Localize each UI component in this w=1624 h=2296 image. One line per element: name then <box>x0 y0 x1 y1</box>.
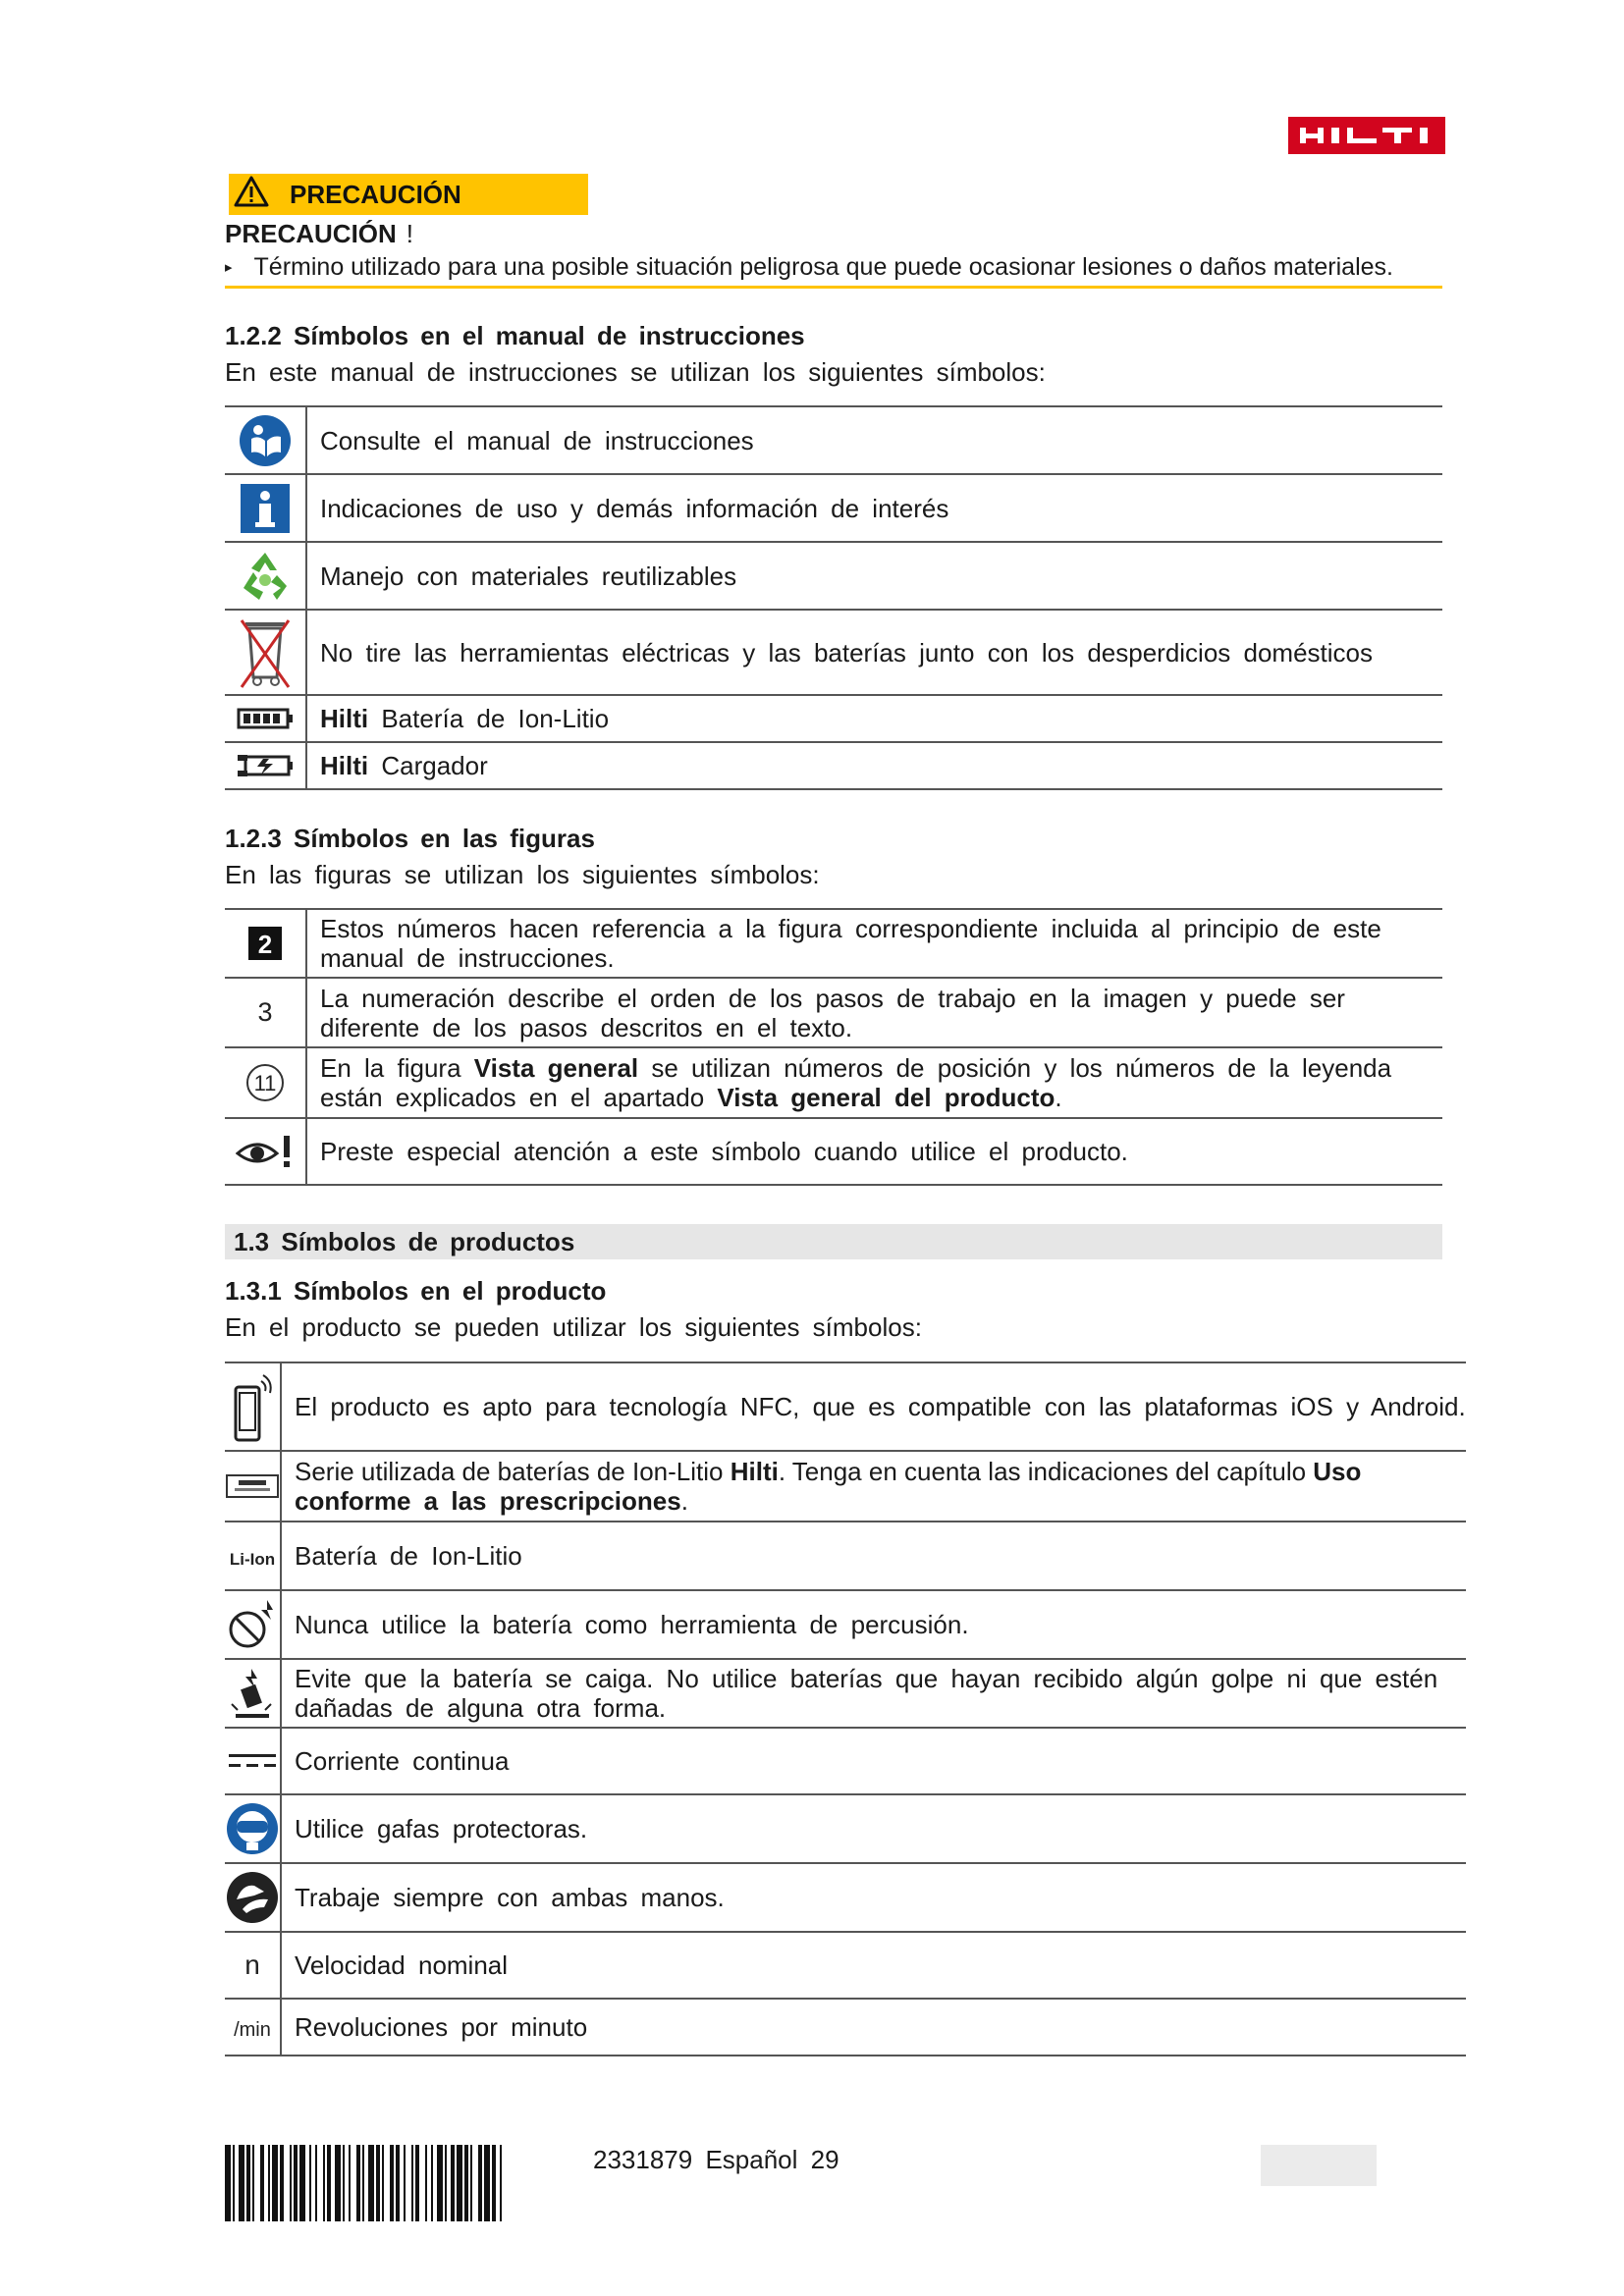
drop-battery-icon <box>225 1659 281 1728</box>
barcode-bar <box>451 2145 455 2221</box>
symbol-description: No tire las herramientas eléctricas y las baterías junto con los desperdicios domésticos <box>320 637 1374 667</box>
table-row <box>225 542 1442 610</box>
position-number-label: 11 <box>253 1071 277 1095</box>
barcode-bar <box>478 2145 482 2221</box>
barcode-bar <box>411 2145 413 2221</box>
figure-symbols-table <box>225 908 1442 1186</box>
barcode-bar <box>376 2145 380 2221</box>
hilti-logo <box>1288 117 1445 154</box>
barcode-bar <box>225 2145 231 2221</box>
barcode-bar <box>299 2145 305 2221</box>
barcode-bar <box>239 2145 244 2221</box>
barcode-bar <box>445 2145 447 2221</box>
barcode-bar <box>425 2145 427 2221</box>
crossed-bin-icon <box>225 610 306 695</box>
barcode-bar <box>323 2145 325 2221</box>
position-number-icon <box>225 1047 306 1118</box>
barcode-bar <box>484 2145 490 2221</box>
symbol-description: Hilti Cargador <box>320 751 488 780</box>
table-row <box>225 610 1442 695</box>
table-row <box>225 978 1442 1047</box>
barcode-bar <box>390 2145 394 2221</box>
info-icon <box>225 474 306 542</box>
table-row <box>225 742 1442 789</box>
footer-box <box>1261 2145 1377 2186</box>
no-hammer-icon <box>225 1590 281 1659</box>
rpm-label: /min <box>234 2018 271 2041</box>
two-hands-icon <box>225 1863 281 1932</box>
safety-goggles-icon <box>225 1794 281 1863</box>
table-row <box>225 1863 1466 1932</box>
table-row <box>225 1794 1466 1863</box>
table-row <box>225 1728 1466 1794</box>
bullet-icon: ▸ <box>225 259 233 276</box>
symbol-description: Batería de Ion-Litio <box>295 1541 522 1571</box>
table-row <box>225 909 1442 978</box>
table-row <box>225 406 1442 474</box>
section-1-2-2-title: 1.2.2 Símbolos en el manual de instrucciones <box>225 321 805 350</box>
step-number-icon <box>225 978 306 1047</box>
table-row <box>225 1999 1466 2056</box>
barcode-bar <box>470 2145 472 2221</box>
section-1-2-3-intro: En las figuras se utilizan los siguientes símbolos: <box>225 860 820 889</box>
caution-banner <box>229 174 588 215</box>
table-row <box>225 1047 1442 1118</box>
caution-banner-label: PRECAUCIÓN <box>290 179 461 209</box>
barcode-bar <box>437 2145 443 2221</box>
barcode-bar <box>260 2145 264 2221</box>
rpm-icon <box>225 1999 281 2056</box>
section-1-3-title: 1.3 Símbolos de productos <box>234 1227 575 1256</box>
nfc-phone-icon <box>225 1362 281 1451</box>
step-number-label: 3 <box>257 997 273 1027</box>
barcode-bar <box>252 2145 254 2221</box>
nominal-speed-label: n <box>244 1949 260 1980</box>
symbol-description: Nunca utilice la batería como herramienta de percusión. <box>295 1610 969 1639</box>
barcode-bar <box>396 2145 400 2221</box>
barcode-bar <box>290 2145 292 2221</box>
caution-text: ▸ Término utilizado para una posible situación peligrosa que puede ocasionar lesiones o daños materiales. <box>225 253 1393 281</box>
symbol-description: Consulte el manual de instrucciones <box>320 425 754 455</box>
table-row <box>225 474 1442 542</box>
symbol-description: Manejo con materiales reutilizables <box>320 561 737 591</box>
li-ion-label: Li-Ion <box>229 1549 276 1569</box>
barcode-bar <box>343 2145 345 2221</box>
barcode-bar <box>309 2145 311 2221</box>
table-row <box>225 1118 1442 1185</box>
barcode-bar <box>246 2145 250 2221</box>
barcode-bar <box>464 2145 468 2221</box>
table-row <box>225 1659 1466 1728</box>
barcode-bar <box>492 2145 496 2221</box>
barcode-bar <box>457 2145 462 2221</box>
barcode-bar <box>368 2145 374 2221</box>
barcode-bar <box>362 2145 364 2221</box>
barcode-bar <box>233 2145 235 2221</box>
symbol-description: Preste especial atención a este símbolo cuando utilice el producto. <box>320 1137 1128 1166</box>
figure-number-label: 2 <box>257 930 273 959</box>
charger-icon <box>225 742 306 789</box>
direct-current-icon <box>225 1728 281 1794</box>
section-1-3-1-intro: En el producto se pueden utilizar los siguientes símbolos: <box>225 1312 922 1342</box>
warning-triangle-icon <box>233 175 270 215</box>
symbol-description: En la figura Vista general se utilizan números de posición y los números de la leyenda están explicados en el apartado Vista general del producto. <box>320 1053 1392 1112</box>
table-row <box>225 1451 1466 1522</box>
table-row <box>225 1590 1466 1659</box>
symbol-description: La numeración describe el orden de los pasos de trabajo en la imagen y puede ser diferente de los pasos descritos en el texto. <box>320 983 1345 1042</box>
barcode-bar <box>415 2145 419 2221</box>
page-footer-text: 2331879 Español 29 <box>593 2145 839 2174</box>
symbol-description: Indicaciones de uso y demás información de interés <box>320 493 949 523</box>
section-1-3-1-title: 1.3.1 Símbolos en el producto <box>225 1276 607 1306</box>
barcode-bar <box>382 2145 384 2221</box>
recycle-icon <box>225 542 306 610</box>
table-row <box>225 695 1442 742</box>
product-symbols-table <box>225 1362 1466 2056</box>
barcode-bar <box>268 2145 270 2221</box>
symbol-description: Revoluciones por minuto <box>295 2012 588 2042</box>
table-row <box>225 1362 1466 1451</box>
barcode-bar <box>327 2145 331 2221</box>
symbol-description: Utilice gafas protectoras. <box>295 1814 588 1843</box>
symbol-description: Velocidad nominal <box>295 1950 509 1980</box>
caution-divider <box>225 286 1442 289</box>
barcode-bar <box>335 2145 341 2221</box>
symbol-description: Trabaje siempre con ambas manos. <box>295 1883 725 1912</box>
barcode-bar <box>404 2145 406 2221</box>
nominal-speed-icon <box>225 1932 281 1999</box>
symbol-description: Serie utilizada de baterías de Ion-Litio Hilti. Tenga en cuenta las indicaciones del capítulo Uso conforme a las prescripciones. <box>295 1457 1362 1516</box>
manual-symbols-table <box>225 405 1442 790</box>
hilti-battery-series-icon <box>225 1451 281 1522</box>
barcode-bar <box>500 2145 502 2221</box>
barcode <box>225 2145 563 2221</box>
read-manual-icon <box>225 406 306 474</box>
barcode-bar <box>272 2145 278 2221</box>
barcode-bar <box>349 2145 351 2221</box>
barcode-bar <box>315 2145 317 2221</box>
figure-number-icon <box>225 909 306 978</box>
symbol-description: El producto es apto para tecnología NFC, que es compatible con las plataformas iOS y Android. <box>295 1392 1466 1421</box>
symbol-description: Evite que la batería se caiga. No utilice baterías que hayan recibido algún golpe ni que estén dañadas de alguna otra forma. <box>295 1664 1438 1723</box>
symbol-description: Hilti Batería de Ion-Litio <box>320 704 610 733</box>
table-row <box>225 1932 1466 1999</box>
barcode-bar <box>294 2145 298 2221</box>
symbol-description: Estos números hacen referencia a la figura correspondiente incluida al principio de este manual de instrucciones. <box>320 914 1381 973</box>
attention-eye-icon <box>225 1118 306 1185</box>
barcode-bar <box>431 2145 433 2221</box>
barcode-bar <box>280 2145 284 2221</box>
caution-heading: PRECAUCIÓN ! <box>225 219 414 248</box>
table-row <box>225 1522 1466 1590</box>
battery-icon <box>225 695 306 742</box>
symbol-description: Corriente continua <box>295 1746 510 1776</box>
section-1-2-3-title: 1.2.3 Símbolos en las figuras <box>225 824 595 853</box>
section-1-2-2-intro: En este manual de instrucciones se utilizan los siguientes símbolos: <box>225 357 1046 387</box>
barcode-bar <box>356 2145 360 2221</box>
li-ion-icon <box>225 1522 281 1590</box>
